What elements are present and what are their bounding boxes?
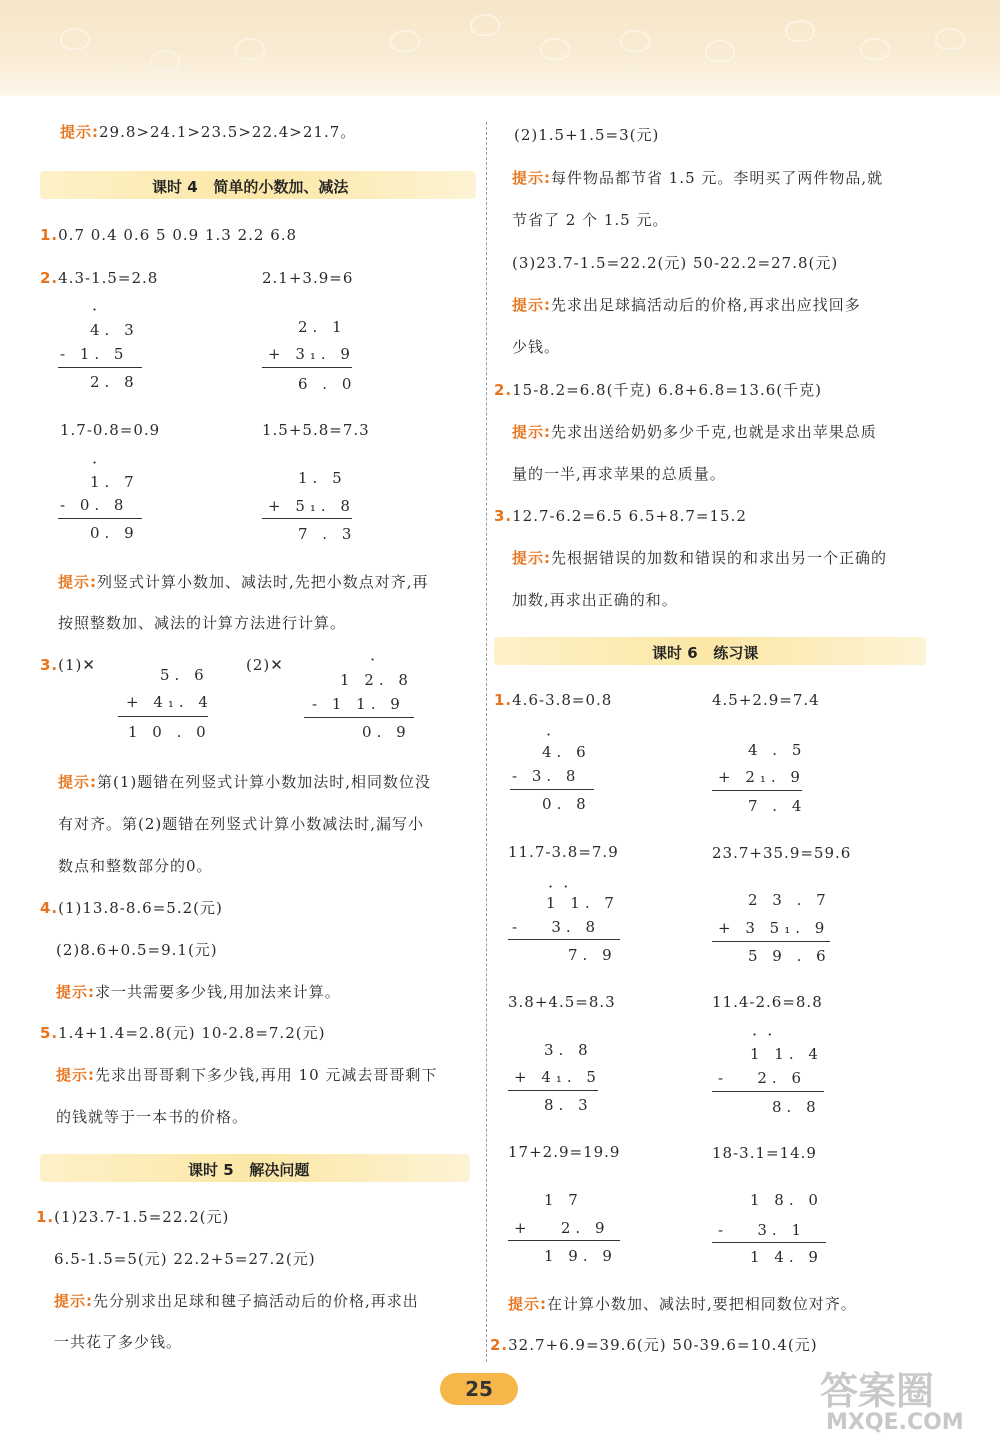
vcalc-line <box>58 367 142 368</box>
question-number: 2. <box>40 269 59 287</box>
vcalc-line <box>712 941 830 942</box>
vcalc-row: + 5₁. 8 <box>268 497 355 515</box>
equation: 4.3-1.5=2.8 <box>58 269 159 287</box>
tip-text: 按照整数加、减法的计算方法进行计算。 <box>58 614 347 632</box>
tip-4 <box>56 982 341 1002</box>
tip-text: 的钱就等于一本书的价格。 <box>56 1108 249 1126</box>
vcalc-row: + 2₁. 9 <box>718 768 805 786</box>
section-name: 练习课 <box>713 644 759 662</box>
tip-text: 第(1)题错在列竖式计算小数加法时,相同数位没 <box>97 773 432 791</box>
cloud-icon <box>620 30 650 52</box>
tip-text: 29.8>24.1>23.5>22.4>21.7。 <box>99 123 357 141</box>
section-title-6 <box>652 642 758 663</box>
tip-label: 提示: <box>54 1292 93 1310</box>
tip-label: 提示: <box>56 983 95 1001</box>
question-1 <box>40 225 297 245</box>
tip-text: 先求出送给奶奶多少千克,也就是求出苹果总质 <box>551 423 877 441</box>
vcalc-line <box>508 939 620 940</box>
header-band <box>0 0 1000 96</box>
right-question-3 <box>494 506 747 526</box>
vcalc-line <box>304 717 414 718</box>
vcalc-row: 1. 7 <box>90 473 139 491</box>
vcalc-row: 6 . 0 <box>298 375 357 393</box>
vcalc-row: - 2. 6 <box>718 1069 806 1087</box>
vcalc-row: 7 . 3 <box>298 525 357 543</box>
cloud-icon <box>390 30 420 52</box>
vcalc-row: + 4₁. 4 <box>126 693 213 711</box>
vcalc-row: 0. 8 <box>542 795 591 813</box>
tip-text: 数点和整数部分的0。 <box>58 857 213 875</box>
tip-text: 先求出哥哥剩下多少钱,再用 10 元减去哥哥剩下 <box>95 1066 438 1084</box>
vcalc-line <box>262 518 352 519</box>
vcalc-row: 1 1. 7 <box>546 894 619 912</box>
tip-label: 提示: <box>58 573 97 591</box>
cloud-icon <box>705 40 735 62</box>
tip-text: 先根据错误的加数和错误的和求出另一个正确的 <box>551 549 888 567</box>
cloud-icon <box>785 20 815 42</box>
tip-label: 提示: <box>512 296 551 314</box>
carry-dot: · <box>92 300 98 319</box>
question-3 <box>40 655 96 675</box>
cloud-icon <box>470 14 500 36</box>
answer-text: (3)23.7-1.5=22.2(元) 50-22.2=27.8(元) <box>512 254 839 272</box>
tip-label: 提示: <box>58 773 97 791</box>
section-title-4 <box>152 176 348 197</box>
equation: 23.7+35.9=59.6 <box>712 844 852 862</box>
question-number: 5. <box>40 1024 59 1042</box>
vcalc-row: 7. 9 <box>568 946 617 964</box>
question-number: 3. <box>40 656 59 674</box>
answer-text: (2)1.5+1.5=3(元) <box>514 126 660 144</box>
tip-text: 加数,再求出正确的和。 <box>512 591 678 609</box>
answer-text: 1.4+1.4=2.8(元) 10-2.8=7.2(元) <box>58 1024 326 1042</box>
vcalc-line <box>712 1242 826 1243</box>
answer-text: 0.7 0.4 0.6 5 0.9 1.3 2.2 6.8 <box>58 226 298 244</box>
equation: 11.7-3.8=7.9 <box>508 843 619 861</box>
vcalc-row: 1 0 . 0 <box>128 723 211 741</box>
left-line-1 <box>60 122 356 142</box>
vcalc-row: 2. 8 <box>90 373 139 391</box>
vcalc-row: + 2. 9 <box>514 1219 610 1237</box>
carry-dot: · · <box>548 877 569 896</box>
question-4 <box>40 898 223 918</box>
vcalc-line <box>712 790 802 791</box>
tip-5 <box>56 1065 437 1085</box>
equation: 1.5+5.8=7.3 <box>262 421 370 439</box>
answer-mark: (2)✕ <box>246 656 284 674</box>
vcalc-line <box>510 789 594 790</box>
vcalc-row: 1 2. 8 <box>340 671 413 689</box>
vcalc-row: - 3. 8 <box>512 767 581 785</box>
equation: 11.4-2.6=8.8 <box>712 993 823 1011</box>
vcalc-row: 4 . 5 <box>748 741 807 759</box>
answer-text: 12.7-6.2=6.5 6.5+8.7=15.2 <box>512 507 747 525</box>
section-label: 课时 6 <box>652 644 698 662</box>
vcalc-row: - 3. 1 <box>718 1221 806 1239</box>
section-name: 解决问题 <box>249 1161 310 1179</box>
page-number: 25 <box>440 1373 518 1405</box>
watermark-url: MXQE.COM <box>826 1410 964 1435</box>
answer-text: (2)8.6+0.5=9.1(元) <box>56 941 218 959</box>
equation: 17+2.9=19.9 <box>508 1143 621 1161</box>
tip-a <box>512 168 883 188</box>
tip-6 <box>54 1291 419 1311</box>
tip-text: 每件物品都节省 1.5 元。李明买了两件物品,就 <box>551 169 884 187</box>
tip-text: 量的一半,再求苹果的总质量。 <box>512 465 726 483</box>
column-divider <box>486 122 487 1362</box>
section-label: 课时 5 <box>188 1161 234 1179</box>
tip-b <box>512 295 861 315</box>
tip-label: 提示: <box>512 423 551 441</box>
vcalc-row: 1 1. 4 <box>750 1045 823 1063</box>
section5-question-1 <box>36 1207 229 1227</box>
tip-2 <box>58 572 429 592</box>
equation: 1.7-0.8=0.9 <box>60 421 161 439</box>
carry-dot: · · <box>752 1025 773 1044</box>
question-number: 3. <box>494 507 513 525</box>
cloud-icon <box>540 38 570 60</box>
equation: 4.6-3.8=0.8 <box>512 691 613 709</box>
cloud-icon <box>150 50 180 72</box>
answer-text: 32.7+6.9=39.6(元) 50-39.6=10.4(元) <box>508 1336 818 1354</box>
tip-text: 先求出足球搞活动后的价格,再求出应找回多 <box>551 296 861 314</box>
carry-dot: · <box>546 725 552 744</box>
vcalc-line <box>58 518 142 519</box>
vcalc-row: 5. 6 <box>160 666 209 684</box>
tip-c <box>512 422 877 442</box>
carry-dot: · <box>370 650 376 669</box>
tip-text: 有对齐。第(2)题错在列竖式计算小数减法时,漏写小 <box>58 815 425 833</box>
vcalc-row: 5 9 . 6 <box>748 947 831 965</box>
question-number: 1. <box>40 226 59 244</box>
question-5 <box>40 1023 325 1043</box>
tip-text: 求一共需要多少钱,用加法来计算。 <box>95 983 341 1001</box>
vcalc-row: 1 7 <box>544 1191 583 1209</box>
vcalc-row: 3. 8 <box>544 1041 593 1059</box>
equation: 4.5+2.9=7.4 <box>712 691 820 709</box>
vcalc-row: - 0. 8 <box>60 496 129 514</box>
carry-dot: · <box>92 453 98 472</box>
section-title-5 <box>188 1159 309 1180</box>
question-number: 2. <box>490 1336 509 1354</box>
answer-mark: (1)✕ <box>58 656 96 674</box>
vcalc-row: 0. 9 <box>90 524 139 542</box>
cloud-icon <box>60 28 90 50</box>
tip-label: 提示: <box>512 169 551 187</box>
answer-text: 15-8.2=6.8(千克) 6.8+6.8=13.6(千克) <box>512 381 822 399</box>
vcalc-row: - 3. 8 <box>512 918 600 936</box>
vcalc-line <box>712 1091 824 1092</box>
answer-text: (1)23.7-1.5=22.2(元) <box>54 1208 230 1226</box>
answer-text: (1)13.8-8.6=5.2(元) <box>58 899 223 917</box>
vcalc-row: 7 . 4 <box>748 797 807 815</box>
tip-label: 提示: <box>508 1295 547 1313</box>
right-question-2 <box>494 380 822 400</box>
tip-label: 提示: <box>60 123 99 141</box>
tip-e <box>508 1294 857 1314</box>
vcalc-row: 4. 6 <box>542 743 591 761</box>
question-2-eq1 <box>40 268 158 288</box>
vcalc-row: 0. 9 <box>362 723 411 741</box>
vcalc-row: 1 9. 9 <box>544 1247 617 1265</box>
tip-d <box>512 548 887 568</box>
vcalc-row: + 4₁. 5 <box>514 1068 601 1086</box>
vcalc-row: + 3 5₁. 9 <box>718 919 830 937</box>
vcalc-line <box>508 1090 598 1091</box>
equation: 2.1+3.9=6 <box>262 269 354 287</box>
right-question-2b <box>490 1335 818 1355</box>
question-number: 1. <box>494 691 513 709</box>
vcalc-row: - 1 1. 9 <box>312 695 405 713</box>
vcalc-row: 1 8. 0 <box>750 1191 823 1209</box>
section-label: 课时 4 <box>152 178 198 196</box>
equation: 3.8+4.5=8.3 <box>508 993 616 1011</box>
vcalc-row: + 3₁. 9 <box>268 345 355 363</box>
cloud-icon <box>235 38 265 60</box>
vcalc-line <box>118 716 208 717</box>
vcalc-row: 1. 5 <box>298 469 347 487</box>
vcalc-row: 1 4. 9 <box>750 1248 823 1266</box>
question-number: 2. <box>494 381 513 399</box>
answer-text: 6.5-1.5=5(元) 22.2+5=27.2(元) <box>54 1250 316 1268</box>
tip-label: 提示: <box>512 549 551 567</box>
vcalc-line <box>262 367 352 368</box>
tip-3 <box>58 772 431 792</box>
tip-text: 列竖式计算小数加、减法时,先把小数点对齐,再 <box>97 573 429 591</box>
question-number: 4. <box>40 899 59 917</box>
tip-text: 先分别求出足球和毽子搞活动后的价格,再求出 <box>93 1292 419 1310</box>
watermark-logo: 答案圈 <box>820 1369 935 1413</box>
equation: 18-3.1=14.9 <box>712 1144 817 1162</box>
section6-eq1 <box>494 690 612 710</box>
vcalc-row: 8. 8 <box>772 1098 821 1116</box>
question-number: 1. <box>36 1208 55 1226</box>
vcalc-row: - 1. 5 <box>60 345 129 363</box>
tip-text: 节省了 2 个 1.5 元。 <box>512 211 669 229</box>
cloud-icon <box>935 28 965 50</box>
vcalc-line <box>508 1240 620 1241</box>
tip-label: 提示: <box>56 1066 95 1084</box>
vcalc-row: 4. 3 <box>90 321 139 339</box>
section-name: 简单的小数加、减法 <box>213 178 349 196</box>
tip-text: 在计算小数加、减法时,要把相同数位对齐。 <box>547 1295 857 1313</box>
vcalc-row: 2 3 . 7 <box>748 891 831 909</box>
vcalc-row: 2. 1 <box>298 318 347 336</box>
vcalc-row: 8. 3 <box>544 1096 593 1114</box>
tip-text: 少钱。 <box>512 338 561 356</box>
tip-text: 一共花了多少钱。 <box>54 1333 183 1351</box>
cloud-icon <box>860 38 890 60</box>
